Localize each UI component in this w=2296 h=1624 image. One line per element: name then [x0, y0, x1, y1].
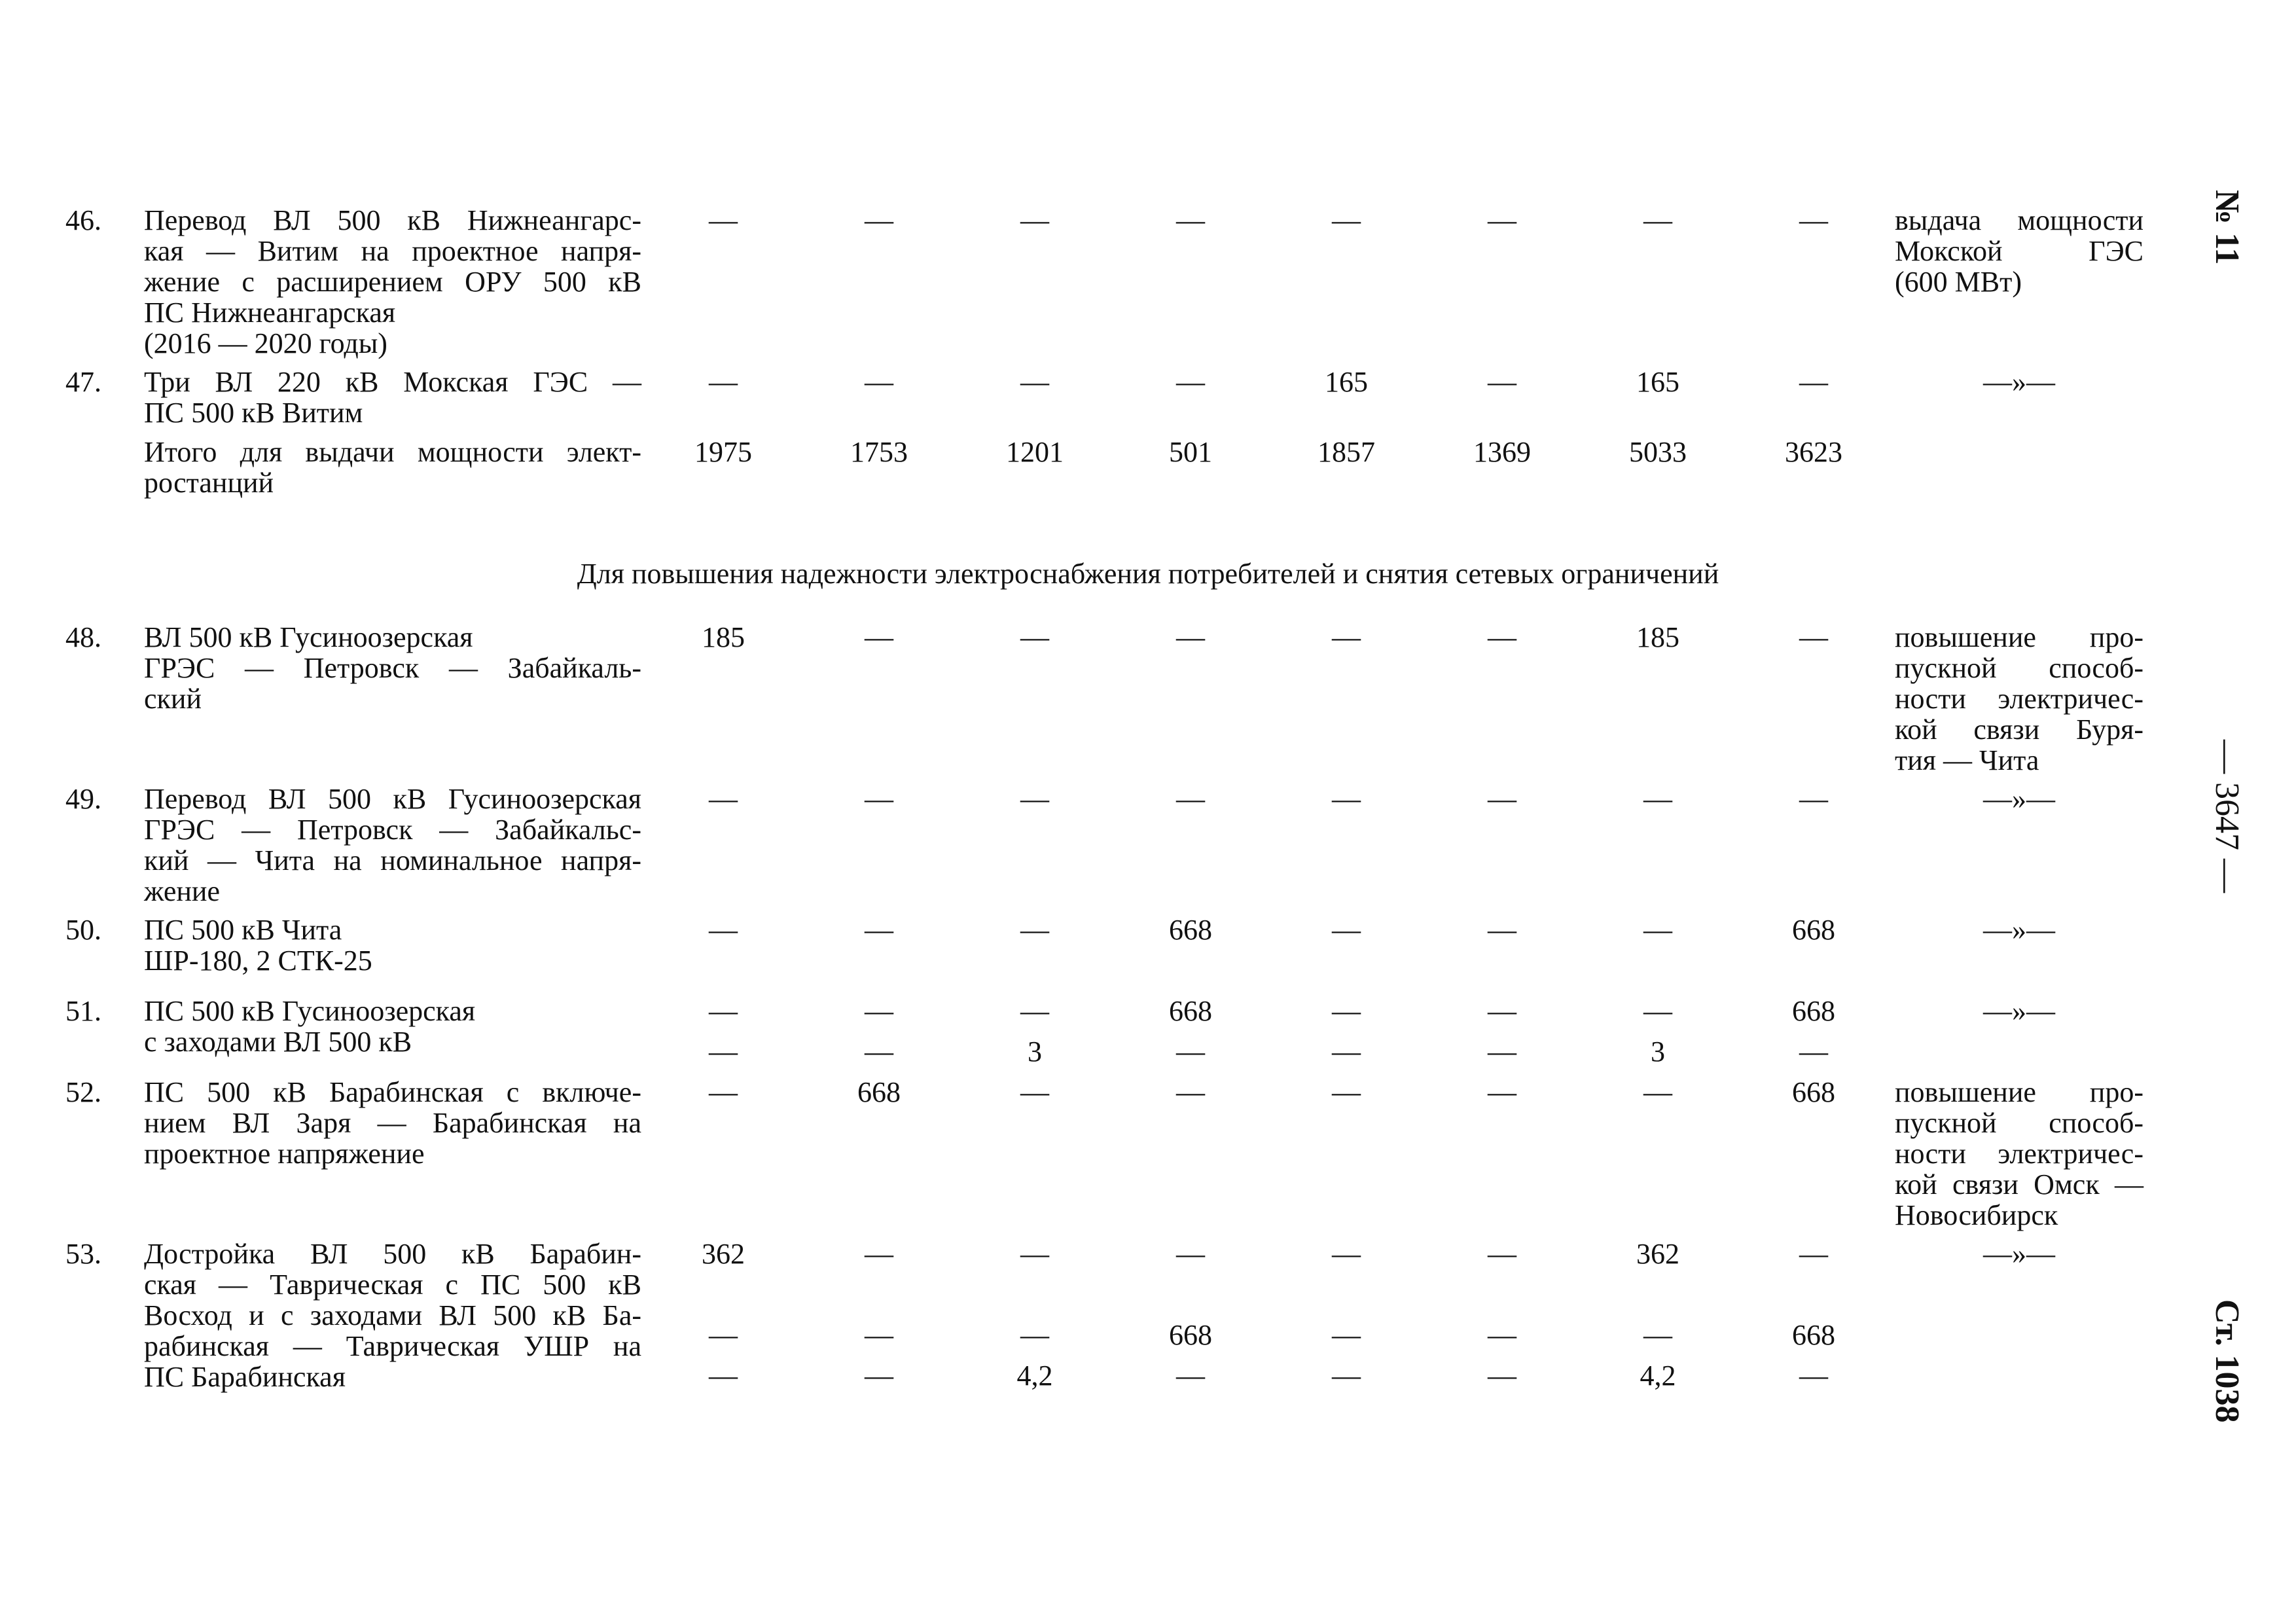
note-line: Мокской ГЭС [1895, 235, 2144, 267]
cell-value: — [709, 204, 738, 236]
cell-value: 362 [1636, 1238, 1679, 1270]
cell-value: — [1643, 783, 1672, 815]
cell-value: — [1332, 783, 1361, 815]
cell-value: 1369 [1473, 436, 1531, 468]
row-description [144, 367, 641, 428]
note-line: кой связи Буря- [1895, 713, 2144, 746]
cell-value: — [1332, 1036, 1361, 1068]
cell-value: — [1643, 1319, 1672, 1351]
cell-value: — [1176, 783, 1205, 815]
row-number: 46. [65, 204, 101, 236]
cell-value: 668 [1169, 995, 1212, 1027]
cell-value: — [1799, 1238, 1828, 1270]
cell-value: — [709, 1360, 738, 1392]
desc-line: ростанций [144, 467, 274, 499]
cell-value: — [709, 1076, 738, 1108]
desc-line: ская — Таврическая с ПС 500 кВ [144, 1269, 641, 1301]
note-line: выдача мощности [1895, 204, 2144, 236]
cell-value: — [1488, 914, 1516, 946]
cell-value: 185 [702, 621, 745, 653]
cell-value: 185 [1636, 621, 1679, 653]
cell-value: — [865, 1360, 893, 1392]
cell-value: — [1799, 783, 1828, 815]
cell-value: — [709, 783, 738, 815]
note-line: повышение про- [1895, 621, 2144, 653]
cell-value: — [1332, 1319, 1361, 1351]
cell-value: — [1176, 1036, 1205, 1068]
cell-value: 668 [1792, 995, 1835, 1027]
desc-line: Восход и с заходами ВЛ 500 кВ Ба- [144, 1299, 641, 1331]
cell-value: — [1643, 204, 1672, 236]
desc-line: жение [144, 875, 220, 907]
cell-value: — [1488, 1360, 1516, 1392]
cell-value: — [1020, 914, 1049, 946]
row-description [144, 784, 641, 907]
cell-value: 4,2 [1640, 1360, 1676, 1392]
desc-line: Перевод ВЛ 500 кВ Гусиноозерская [144, 783, 641, 815]
cell-value: — [865, 1319, 893, 1351]
desc-line: ШР-180, 2 СТК-25 [144, 945, 372, 977]
cell-value: — [709, 995, 738, 1027]
cell-value: — [865, 1036, 893, 1068]
row-number: 49. [65, 783, 101, 815]
cell-value: — [1020, 1076, 1049, 1108]
desc-line: ский [144, 683, 202, 715]
cell-value: — [1488, 621, 1516, 653]
row-number: 52. [65, 1076, 101, 1108]
note-line: Новосибирск [1895, 1199, 2058, 1231]
note-line: —»— [1983, 914, 2055, 946]
row-note [1895, 784, 2144, 814]
cell-value: — [1488, 995, 1516, 1027]
desc-line: ПС 500 кВ Барабинская с включе- [144, 1076, 641, 1108]
cell-value: — [1643, 1076, 1672, 1108]
desc-line: с заходами ВЛ 500 кВ [144, 1026, 412, 1058]
cell-value: — [709, 914, 738, 946]
page-number: — 3647 — [2208, 740, 2246, 893]
note-line: (600 МВт) [1895, 266, 2022, 298]
note-line: кой связи Омск — [1895, 1168, 2144, 1200]
row-number: 47. [65, 366, 101, 398]
cell-value: — [1488, 204, 1516, 236]
cell-value: — [1488, 1076, 1516, 1108]
cell-value: — [709, 366, 738, 398]
cell-value: 3 [1651, 1036, 1665, 1068]
desc-line: ВЛ 500 кВ Гусиноозерская [144, 621, 473, 653]
cell-value: 165 [1636, 366, 1679, 398]
desc-line: нием ВЛ Заря — Барабинская на [144, 1107, 641, 1139]
cell-value: — [1488, 1238, 1516, 1270]
cell-value: 668 [1792, 914, 1835, 946]
cell-value: — [1020, 621, 1049, 653]
cell-value: — [1020, 1238, 1049, 1270]
cell-value: — [1488, 1319, 1516, 1351]
note-line: тия — Чита [1895, 744, 2039, 776]
cell-value: 5033 [1629, 436, 1687, 468]
note-line: —»— [1983, 783, 2055, 815]
row-number: 51. [65, 995, 101, 1027]
cell-value: — [865, 366, 893, 398]
desc-line: Перевод ВЛ 500 кВ Нижнеангарс- [144, 204, 641, 236]
cell-value: 668 [857, 1076, 901, 1108]
cell-value: — [1020, 1319, 1049, 1351]
cell-value: — [1799, 204, 1828, 236]
cell-value: — [1020, 204, 1049, 236]
desc-line: ПС Нижнеангарская [144, 297, 396, 329]
cell-value: — [709, 1319, 738, 1351]
cell-value: — [1176, 1076, 1205, 1108]
cell-value: — [1332, 621, 1361, 653]
cell-value: — [865, 914, 893, 946]
issue-number: № 11 [2208, 190, 2246, 265]
cell-value: 1201 [1006, 436, 1064, 468]
cell-value: — [1643, 995, 1672, 1027]
cell-value: — [1020, 366, 1049, 398]
cell-value: — [709, 1036, 738, 1068]
row-description [144, 914, 641, 976]
row-number: 50. [65, 914, 101, 946]
note-line: —»— [1983, 995, 2055, 1027]
cell-value: — [1488, 1036, 1516, 1068]
cell-value: — [1799, 366, 1828, 398]
cell-value: — [1020, 995, 1049, 1027]
row-description [144, 996, 641, 1057]
cell-value: 1857 [1318, 436, 1375, 468]
desc-line: проектное напряжение [144, 1138, 425, 1170]
cell-value: — [1332, 204, 1361, 236]
row-number: 53. [65, 1238, 101, 1270]
note-line: пускной способ- [1895, 1107, 2144, 1139]
note-line: пускной способ- [1895, 652, 2144, 684]
desc-line: рабинская — Таврическая УШР на [144, 1330, 641, 1362]
cell-value: — [1332, 995, 1361, 1027]
row-note [1895, 1238, 2144, 1269]
cell-value: — [865, 783, 893, 815]
desc-line: жение с расширением ОРУ 500 кВ [144, 266, 641, 298]
desc-line: ГРЭС — Петровск — Забайкальс- [144, 814, 641, 846]
row-description [144, 1077, 641, 1169]
cell-value: — [1643, 914, 1672, 946]
cell-value: — [865, 1238, 893, 1270]
cell-value: 3 [1028, 1036, 1042, 1068]
row-description [144, 1238, 641, 1392]
cell-value: 1753 [850, 436, 908, 468]
desc-line: кий — Чита на номинальное напря- [144, 844, 641, 876]
row-description [144, 205, 641, 359]
desc-line: ПС Барабинская [144, 1361, 346, 1393]
note-line: ности электричес- [1895, 683, 2144, 715]
cell-value: — [1176, 366, 1205, 398]
desc-line: ПС 500 кВ Чита [144, 914, 342, 946]
cell-value: — [865, 995, 893, 1027]
cell-value: 165 [1325, 366, 1368, 398]
cell-value: 668 [1792, 1076, 1835, 1108]
row-note [1895, 205, 2144, 297]
cell-value: — [1488, 783, 1516, 815]
desc-line: кая — Витим на проектное напря- [144, 235, 641, 267]
row-number: 48. [65, 621, 101, 653]
row-note [1895, 622, 2144, 776]
note-line: —»— [1983, 366, 2055, 398]
cell-value: 3623 [1785, 436, 1842, 468]
cell-value: — [1176, 1360, 1205, 1392]
note-line: ности электричес- [1895, 1138, 2144, 1170]
cell-value: — [865, 621, 893, 653]
desc-line: Три ВЛ 220 кВ Мокская ГЭС — [144, 366, 641, 398]
cell-value: — [1799, 621, 1828, 653]
row-note [1895, 996, 2144, 1026]
desc-line: ПС 500 кВ Гусиноозерская [144, 995, 476, 1027]
desc-line: ГРЭС — Петровск — Забайкаль- [144, 652, 641, 684]
note-line: —»— [1983, 1238, 2055, 1270]
cell-value: 1975 [694, 436, 752, 468]
cell-value: — [1488, 366, 1516, 398]
row-note [1895, 914, 2144, 945]
cell-value: — [1020, 783, 1049, 815]
cell-value: — [1332, 914, 1361, 946]
cell-value: — [1332, 1360, 1361, 1392]
cell-value: 4,2 [1016, 1360, 1053, 1392]
cell-value: — [1799, 1036, 1828, 1068]
row-description [144, 437, 641, 498]
section-heading: Для повышения надежности электроснабжения потребителей и снятия сетевых ограничений [577, 558, 1719, 590]
row-note [1895, 367, 2144, 397]
cell-value: — [865, 204, 893, 236]
cell-value: — [1332, 1238, 1361, 1270]
cell-value: 501 [1169, 436, 1212, 468]
cell-value: — [1176, 621, 1205, 653]
cell-value: 668 [1169, 914, 1212, 946]
cell-value: — [1176, 1238, 1205, 1270]
row-description [144, 622, 641, 714]
desc-line: Итого для выдачи мощности элект- [144, 436, 641, 468]
cell-value: — [1332, 1076, 1361, 1108]
cell-value: 362 [702, 1238, 745, 1270]
row-note [1895, 1077, 2144, 1231]
cell-value: — [1799, 1360, 1828, 1392]
desc-line: Достройка ВЛ 500 кВ Барабин- [144, 1238, 641, 1270]
article-number: Ст. 1038 [2208, 1299, 2246, 1423]
desc-line: (2016 — 2020 годы) [144, 327, 387, 359]
desc-line: ПС 500 кВ Витим [144, 397, 363, 429]
note-line: повышение про- [1895, 1076, 2144, 1108]
cell-value: 668 [1169, 1319, 1212, 1351]
cell-value: — [1176, 204, 1205, 236]
cell-value: 668 [1792, 1319, 1835, 1351]
